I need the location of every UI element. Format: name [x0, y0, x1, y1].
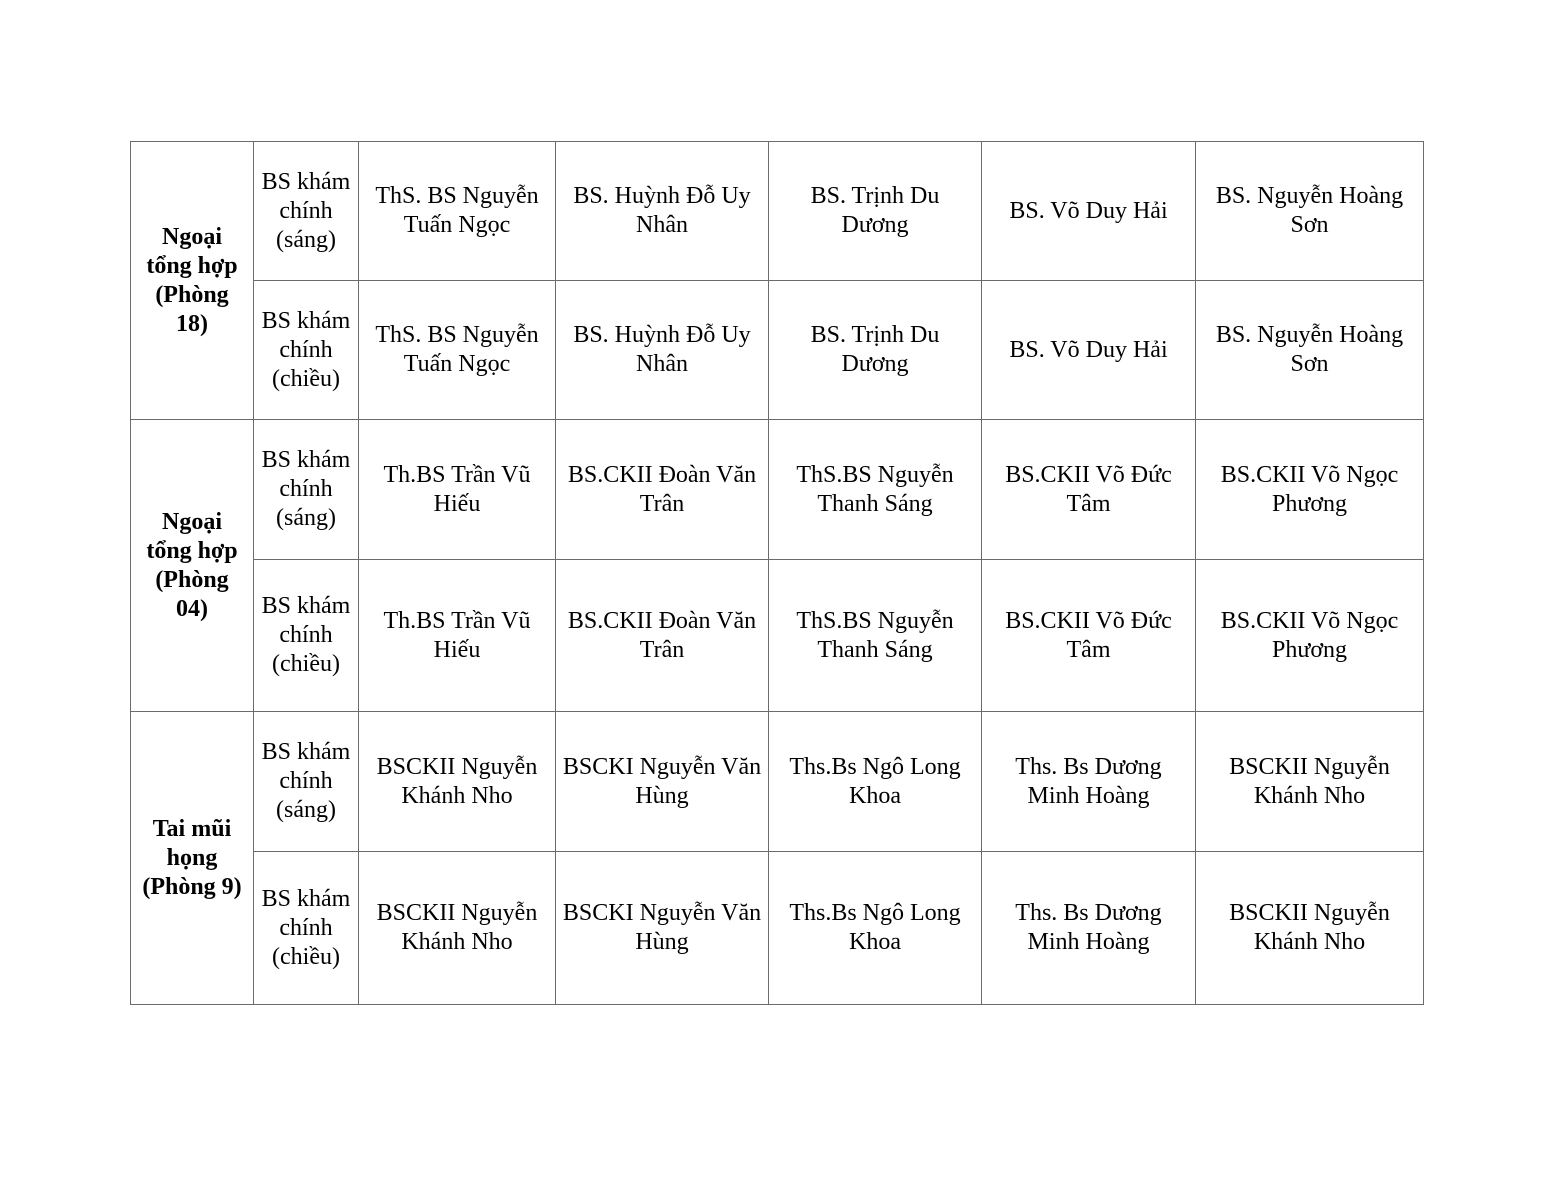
- department-cell: Ngoại tổng hợp (Phòng 18): [131, 142, 254, 420]
- doctor-cell: BS. Võ Duy Hải: [982, 281, 1196, 420]
- role-cell: BS khám chính (sáng): [254, 142, 359, 281]
- doctor-cell: BS.CKII Đoàn Văn Trân: [556, 560, 769, 712]
- table-row: [131, 560, 1424, 712]
- doctor-cell: Ths.Bs Ngô Long Khoa: [769, 712, 982, 852]
- doctor-cell: BSCKII Nguyễn Khánh Nho: [359, 852, 556, 1005]
- doctor-cell: ThS. BS Nguyễn Tuấn Ngọc: [359, 281, 556, 420]
- doctor-cell: Th.BS Trần Vũ Hiếu: [359, 420, 556, 560]
- doctor-cell: BS. Võ Duy Hải: [982, 142, 1196, 281]
- department-cell: Ngoại tổng hợp (Phòng 04): [131, 420, 254, 712]
- doctor-cell: BSCKI Nguyễn Văn Hùng: [556, 712, 769, 852]
- doctor-cell: BS.CKII Đoàn Văn Trân: [556, 420, 769, 560]
- doctor-cell: BS. Nguyễn Hoàng Sơn: [1196, 142, 1424, 281]
- table-row: [131, 420, 1424, 560]
- doctor-cell: ThS.BS Nguyễn Thanh Sáng: [769, 560, 982, 712]
- doctor-schedule-table: [130, 141, 1424, 1005]
- doctor-cell: BS. Huỳnh Đỗ Uy Nhân: [556, 142, 769, 281]
- doctor-cell: BSCKII Nguyễn Khánh Nho: [1196, 852, 1424, 1005]
- doctor-cell: BS.CKII Võ Ngọc Phương: [1196, 420, 1424, 560]
- doctor-cell: BSCKI Nguyễn Văn Hùng: [556, 852, 769, 1005]
- role-cell: BS khám chính (chiều): [254, 560, 359, 712]
- table-row: [131, 142, 1424, 281]
- doctor-cell: BS.CKII Võ Đức Tâm: [982, 560, 1196, 712]
- doctor-cell: BS. Nguyễn Hoàng Sơn: [1196, 281, 1424, 420]
- department-cell: Tai mũi họng (Phòng 9): [131, 712, 254, 1005]
- doctor-cell: Ths.Bs Ngô Long Khoa: [769, 852, 982, 1005]
- role-cell: BS khám chính (chiều): [254, 281, 359, 420]
- doctor-cell: Th.BS Trần Vũ Hiếu: [359, 560, 556, 712]
- table-row: [131, 281, 1424, 420]
- doctor-cell: BSCKII Nguyễn Khánh Nho: [1196, 712, 1424, 852]
- doctor-cell: ThS. BS Nguyễn Tuấn Ngọc: [359, 142, 556, 281]
- role-cell: BS khám chính (sáng): [254, 420, 359, 560]
- doctor-cell: BS. Trịnh Du Dương: [769, 281, 982, 420]
- doctor-cell: BS. Trịnh Du Dương: [769, 142, 982, 281]
- doctor-cell: BS.CKII Võ Ngọc Phương: [1196, 560, 1424, 712]
- doctor-cell: Ths. Bs Dương Minh Hoàng: [982, 852, 1196, 1005]
- doctor-cell: ThS.BS Nguyễn Thanh Sáng: [769, 420, 982, 560]
- table-row: [131, 852, 1424, 1005]
- doctor-cell: BS. Huỳnh Đỗ Uy Nhân: [556, 281, 769, 420]
- role-cell: BS khám chính (sáng): [254, 712, 359, 852]
- role-cell: BS khám chính (chiều): [254, 852, 359, 1005]
- doctor-cell: BSCKII Nguyễn Khánh Nho: [359, 712, 556, 852]
- doctor-cell: BS.CKII Võ Đức Tâm: [982, 420, 1196, 560]
- doctor-cell: Ths. Bs Dương Minh Hoàng: [982, 712, 1196, 852]
- table-row: [131, 712, 1424, 852]
